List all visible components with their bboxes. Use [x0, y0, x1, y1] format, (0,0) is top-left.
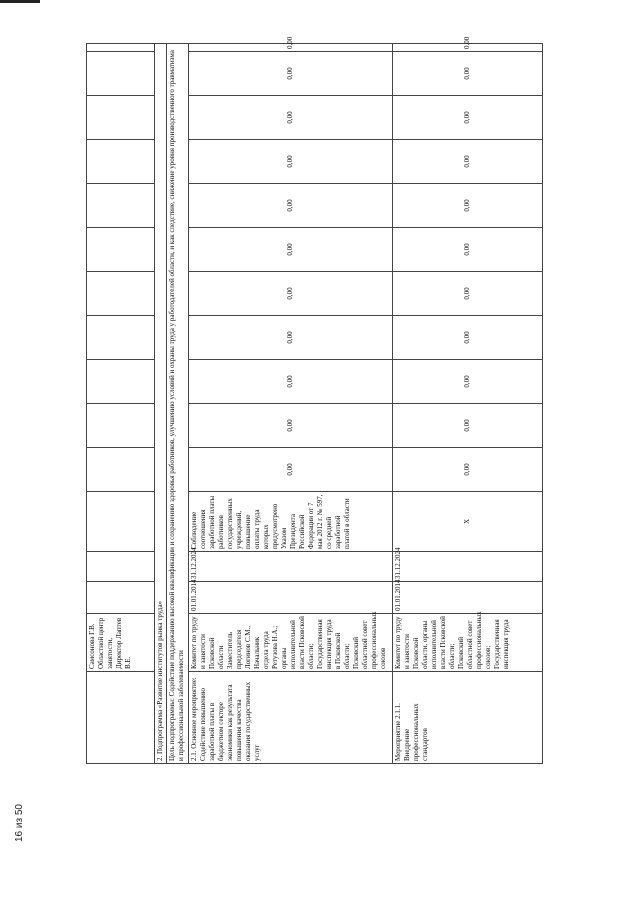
measure-result: Соблюдение соотношения заработной платы работников государственных учреждений, повышение оплаты труда которых предусмотрено Указом Президента Российской Федерации от 7 мая 2012 г. № 597, со средней заработной платой в области — [189, 492, 393, 552]
value-cell: 0,00 — [393, 360, 543, 404]
value-cell: 0,00 — [393, 316, 543, 360]
value-cell: 0,00 — [189, 44, 393, 52]
measure-start: 01.01.2014 — [393, 582, 543, 614]
value-cell: 0,00 — [189, 228, 393, 272]
value-cell: 0,00 — [189, 316, 393, 360]
rotated-table-page — [86, 36, 566, 764]
value-cell: 0,00 — [189, 404, 393, 448]
program-table — [86, 36, 543, 764]
measure-executor: Комитет по труду и занятости Псковской области, органы исполнительной власти Псковской области; Псковский областной совет профессиональных союзов; Государственная инспекция труда — [393, 614, 543, 672]
value-cell: 0,00 — [189, 360, 393, 404]
subprogram-title: 2. Подпрограмма «Развитие институтов рынка труда» — [155, 44, 167, 764]
cell-empty — [87, 672, 155, 764]
measure-name: 2.1. Основное мероприятие: Содействие повышению заработной платы в бюджетном секторе экономики как результата повышения качества оказания государственных услуг — [189, 672, 393, 764]
measure-name: Мероприятие 2.1.1. Внедрение профессиональных стандартов — [393, 672, 543, 764]
table-row-top — [87, 44, 155, 764]
scan-artifact-bar — [0, 0, 40, 3]
measure-result: X — [393, 492, 543, 552]
value-cell: 0,00 — [189, 140, 393, 184]
subprogram-goal: Цель подпрограммы: Содействие поддержанию высокой квалификации и сохранению здоровья работников, улучшению условий и охраны труда у работодателей области, и как следствие, снижение уровня производственного травматизма и профессиональной заболеваемости — [167, 44, 189, 764]
value-cell: 0,00 — [189, 448, 393, 492]
value-cell: 0,00 — [393, 52, 543, 96]
value-cell: 0,00 — [393, 96, 543, 140]
table-row-subprogram — [155, 44, 167, 764]
value-cell: 0,00 — [189, 96, 393, 140]
value-cell: 0,00 — [189, 272, 393, 316]
table-row — [189, 44, 393, 764]
value-cell: 0,00 — [189, 184, 393, 228]
value-cell: 0,00 — [393, 44, 543, 52]
value-cell: 0,00 — [393, 228, 543, 272]
value-cell: 0,00 — [393, 184, 543, 228]
measure-executor: Комитет по труду и занятости Псковской области Заместитель председателя Логинов С.М., Начальник отдела труда Ретузова Н.А.; органы исполнительной власти Псковской области; Государственная инспекция труда в Псковской области; Псковский областной совет профессиональных союзов — [189, 614, 393, 672]
measure-start: 01.01.2014 — [189, 582, 393, 614]
page-number: 16 из 50 — [14, 804, 25, 842]
value-cell: 0,00 — [393, 448, 543, 492]
table-row-goal — [167, 44, 189, 764]
measure-end: 31.12.2024 — [393, 552, 543, 582]
value-cell: 0,00 — [393, 272, 543, 316]
responsible-cell: Самсонова Г.В. Областной центр занятости, Директор Лаптев В.Е. — [87, 614, 155, 672]
measure-end: 31.12.2024 — [189, 552, 393, 582]
table-row — [393, 44, 543, 764]
value-cell: 0,00 — [393, 404, 543, 448]
value-cell: 0,00 — [189, 52, 393, 96]
value-cell: 0,00 — [393, 140, 543, 184]
